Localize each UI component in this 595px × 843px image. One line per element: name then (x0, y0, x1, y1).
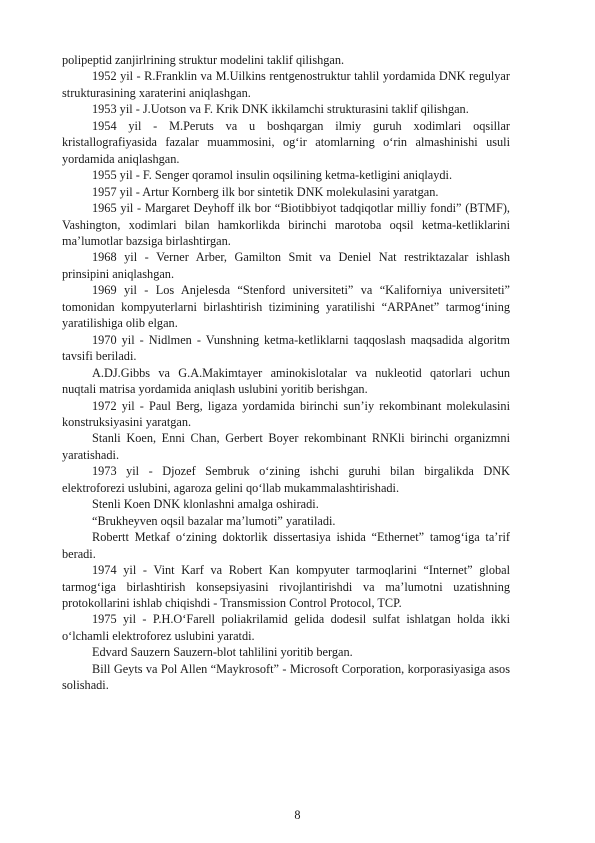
paragraph: A.DJ.Gibbs va G.A.Makimtayer aminokislotalar va nukleotid qatorlari uchun nuqtali matrisa yordamida aniqlash uslubini yoritib berishgan. (62, 365, 510, 397)
paragraph: 1968 yil - Verner Arber, Gamilton Smit va Deniel Nat restriktazalar ishlash prinsipini aniqlashgan. (62, 250, 510, 281)
paragraph: 1973 yil - Djozef Sembruk o‘zining ishchi guruhi bilan birgalikda DNK elektroforezi uslubini, agaroza gelini qo‘llab mukammalashtirishadi. (62, 464, 510, 495)
page-number: 8 (294, 808, 301, 822)
paragraph: Stenli Koen DNK klonlashni amalga oshiradi. (92, 497, 319, 512)
paragraph: 1965 yil - Margaret Deyhoff ilk bor “Biotibbiyot tadqiqotlar milliy fondi” (BTMF), Vashington, xodimlari bilan hamkorlikda birinchi marotoba oqsil ketma-ketliklarini ma’lumotlar bazsiga birlashtirgan. (62, 201, 510, 248)
document-body (62, 52, 510, 694)
paragraph: Bill Geyts va Pol Allen “Maykrosoft” - Microsoft Corporation, korporasiyasiga asos solishadi. (62, 661, 510, 693)
paragraph: 1952 yil - R.Franklin va M.Uilkins rentgenostruktur tahlil yordamida DNK regulyar strukturasining xaraterini aniqlashgan. (62, 69, 510, 100)
paragraph: polipeptid zanjirlrining struktur modelini taklif qilishgan. (62, 53, 345, 67)
paragraph: Robertt Metkaf o‘zining doktorlik dissertasiya ishida “Ethernet” tamog‘iga ta’rif beradi. (62, 530, 510, 561)
paragraph: 1974 yil - Vint Karf va Robert Kan kompyuter tarmoqlarini “Internet” global tarmog‘iga birlashtirish konsepsiyasini rivojlantirishdi va ma’lumotni uzatishning protokollarini ishlab chiqishdi - Transmission Control Protocol, TCP. (62, 563, 510, 610)
paragraph: Edvard Sauzern Sauzern-blot tahlilini yoritib bergan. (92, 645, 353, 660)
paragraph: 1969 yil - Los Anjelesda “Stenford universiteti” va “Kaliforniya universiteti” tomonidan kompyuterlarni birlashtirish tizimining yaratilishi “ARPAnet” tarmog‘ining yaratilishiga olib elgan. (62, 283, 510, 331)
paragraph: 1955 yil - F. Senger qoramol insulin oqsilining ketma-ketligini aniqlaydi. (92, 168, 453, 183)
paragraph: 1957 yil - Artur Kornberg ilk bor sintetik DNK molekulasini yaratgan. (92, 184, 439, 199)
paragraph: 1953 yil - J.Uotson va F. Krik DNK ikkilamchi strukturasini taklif qilishgan. (92, 102, 469, 117)
paragraph: “Brukheyven oqsil bazalar ma’lumoti” yaratiladi. (92, 513, 336, 528)
paragraph: 1954 yil - M.Peruts va u boshqargan ilmiy guruh xodimlari oqsillar kristallografiyasida fazalar muammosini, og‘ir atomlarning o‘rin almashinishi usuli yordamida aniqlashgan. (62, 118, 510, 166)
paragraph: 1975 yil - P.H.O‘Farell poliakrilamid gelida dodesil sulfat ishlatgan holda ikki o‘lchamli elektroforez uslubini yaratdi. (62, 612, 510, 643)
paragraph: 1972 yil - Paul Berg, ligaza yordamida birinchi sun’iy rekombinant molekulasini konstruksiyasini yaratgan. (62, 398, 510, 429)
paragraph: 1970 yil - Nidlmen - Vunshning ketma-ketliklarni taqqoslash maqsadida algoritm tavsifi beriladi. (62, 332, 510, 364)
paragraph: Stanli Koen, Enni Chan, Gerbert Boyer rekombinant RNKli birinchi organizmni yaratishadi. (62, 431, 510, 462)
